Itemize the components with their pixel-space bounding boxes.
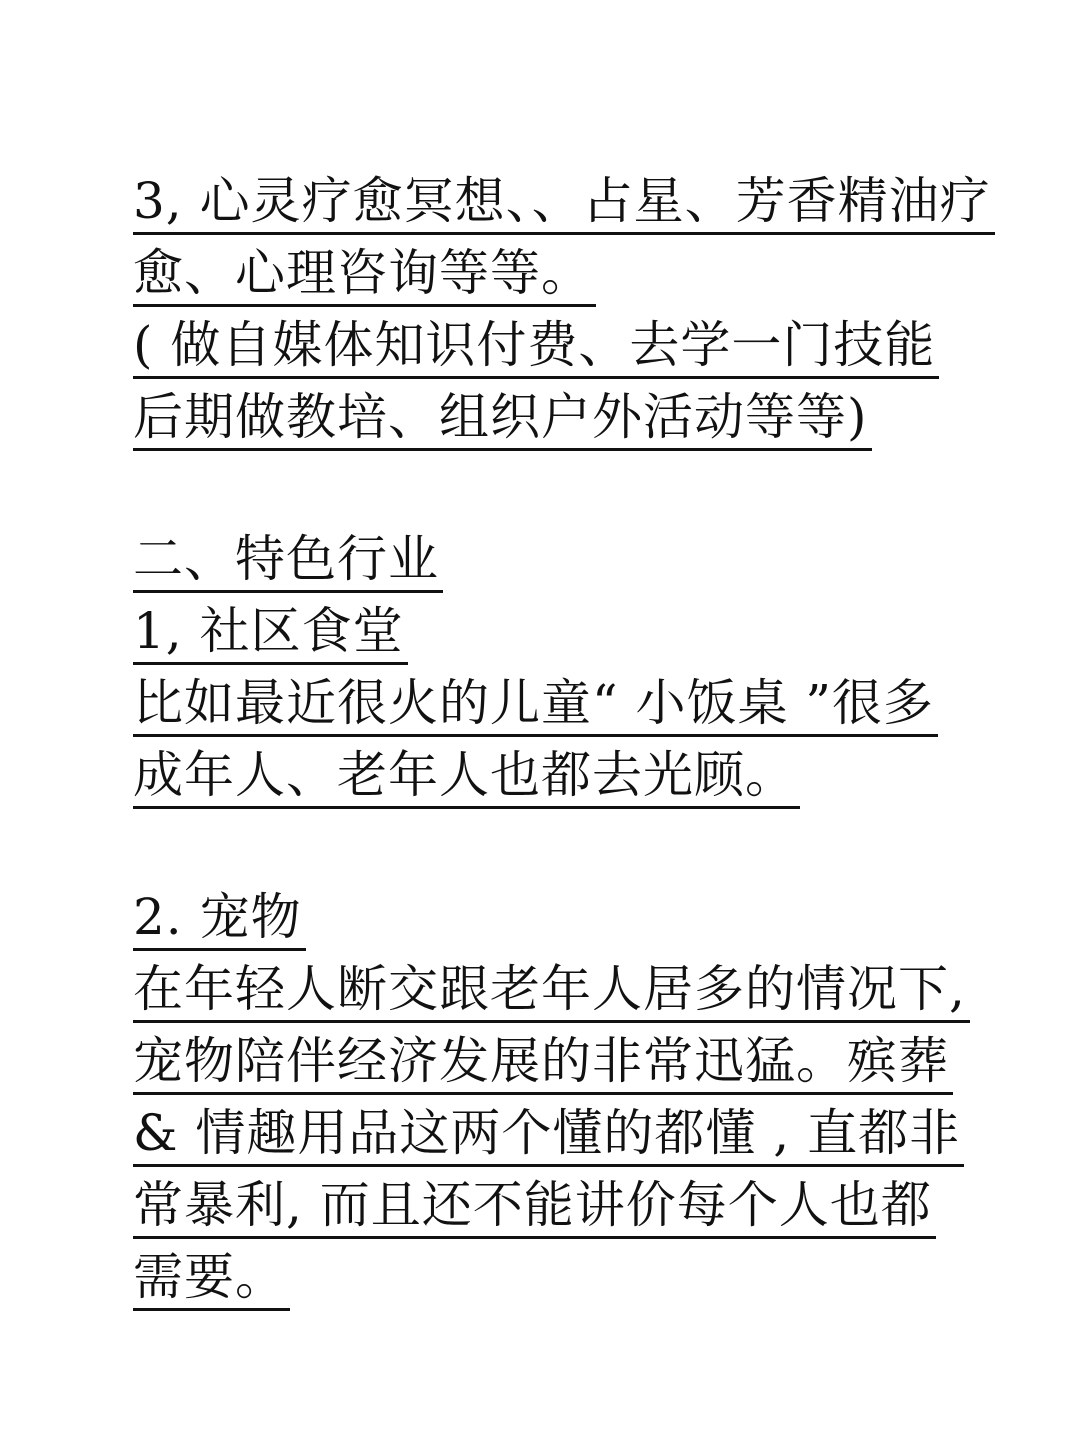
text-line bbox=[133, 746, 800, 804]
underlined-text: ( 做自媒体知识付费、去学一门技能 bbox=[133, 316, 939, 379]
underlined-text: & 情趣用品这两个懂的都懂 , 直都非 bbox=[133, 1104, 964, 1167]
underlined-text: 愈、心理咨询等等。 bbox=[133, 244, 596, 307]
text-line bbox=[133, 1248, 290, 1306]
underlined-text: 需要。 bbox=[133, 1248, 290, 1311]
underlined-text: 宠物陪伴经济发展的非常迅猛。殡葬 bbox=[133, 1032, 953, 1095]
underlined-text: 1, 社区食堂 bbox=[133, 602, 408, 665]
underlined-text: 后期做教培、组织户外活动等等) bbox=[133, 388, 872, 451]
underlined-text: 在年轻人断交跟老年人居多的情况下, bbox=[133, 960, 970, 1023]
text-line bbox=[133, 1104, 964, 1162]
text-line bbox=[133, 244, 596, 302]
item-title bbox=[133, 602, 408, 660]
text-line bbox=[133, 172, 995, 230]
text-line bbox=[133, 1176, 936, 1234]
item-title bbox=[133, 888, 306, 946]
underlined-text: 常暴利, 而且还不能讲价每个人也都 bbox=[133, 1176, 936, 1239]
underlined-text: 二、特色行业 bbox=[133, 530, 443, 593]
text-line bbox=[133, 1032, 953, 1090]
underlined-text: 成年人、老年人也都去光顾。 bbox=[133, 746, 800, 809]
underlined-text: 2. 宠物 bbox=[133, 888, 306, 951]
underlined-text: 3, 心灵疗愈冥想、、占星、芳香精油疗 bbox=[133, 172, 995, 235]
section-heading bbox=[133, 530, 443, 588]
text-line bbox=[133, 674, 938, 732]
text-line bbox=[133, 316, 939, 374]
text-line bbox=[133, 960, 970, 1018]
underlined-text: 比如最近很火的儿童“ 小饭桌 ”很多 bbox=[133, 674, 938, 737]
text-line bbox=[133, 388, 872, 446]
